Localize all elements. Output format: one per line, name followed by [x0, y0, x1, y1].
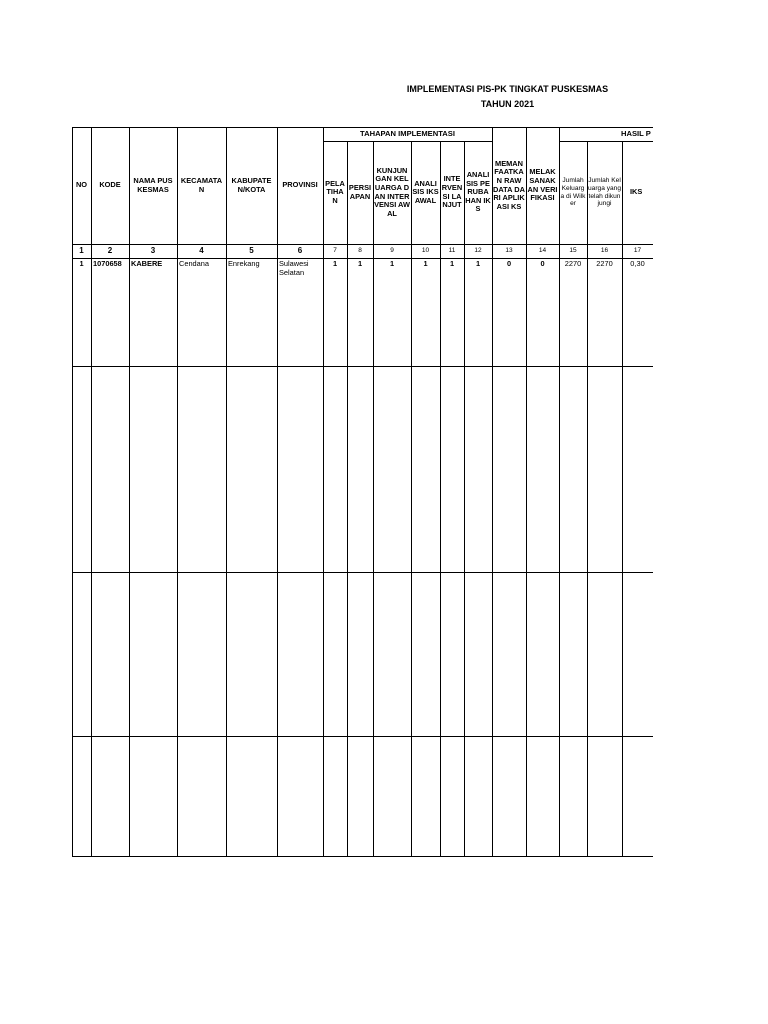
colnum-14: 14: [538, 246, 547, 254]
header-iks: IKS: [630, 187, 643, 197]
row-1-pelatihan: 1: [332, 259, 338, 268]
header-analisis-perubahan: ANALISIS PERUBAHAN IKS: [465, 170, 491, 214]
row-1-kunjungan: 1: [389, 259, 395, 268]
colnum-17: 17: [633, 246, 642, 254]
colnum-13: 13: [505, 246, 513, 254]
header-nama-puskesmas: NAMA PUSKESMAS: [133, 175, 173, 194]
document-year: TAHUN 2021: [480, 99, 535, 109]
row-1-no: 1: [79, 259, 84, 268]
header-verifikasi: MELAKSANAKAN VERIFIKASI: [527, 167, 558, 203]
row-1-analisis-awal: 1: [423, 259, 428, 268]
row-1-iks: 0,30: [630, 259, 645, 268]
header-persiapan: PERSIAPAN: [348, 182, 372, 201]
row-1-kabupaten: Enrekang: [228, 259, 260, 268]
row-1-kecamatan: Cendana: [179, 259, 209, 268]
colnum-11: 11: [448, 246, 456, 254]
group-header-tahapan: TAHAPAN IMPLEMENTASI: [360, 128, 455, 138]
header-jumlah-wilker: Jumlah Keluarga di Wilker: [560, 177, 586, 208]
colnum-4: 4: [199, 245, 204, 255]
group-header-hasil: HASIL P: [621, 128, 651, 138]
header-jumlah-dikunjungi: Jumlah Keluarga yang telah dikunjungi: [588, 177, 621, 208]
colnum-6: 6: [297, 245, 303, 255]
colnum-9: 9: [390, 246, 394, 254]
header-provinsi: PROVINSI: [282, 180, 318, 190]
header-analisis-awal: ANALISIS IKS AWAL: [412, 178, 439, 205]
colnum-5: 5: [249, 245, 254, 255]
row-1-verifikasi: 0: [540, 259, 545, 268]
header-kecamatan: KECAMATAN: [180, 175, 223, 194]
row-1-provinsi: Sulawesi Selatan: [279, 259, 309, 277]
header-raw-data: MEMANFAATKAN RAW DATA DARI APLIKASI KS: [493, 158, 525, 211]
row-1-persiapan: 1: [357, 259, 363, 268]
row-1-analisis-perubahan: 1: [475, 259, 481, 268]
colnum-12: 12: [474, 246, 482, 254]
row-1-jumlah-wilker: 2270: [564, 259, 582, 268]
row-1-intervensi: 1: [449, 259, 455, 268]
document-title: IMPLEMENTASI PIS-PK TINGKAT PUSKESMAS: [406, 84, 609, 94]
header-kabupaten-kota: KABUPATEN/KOTA: [231, 175, 272, 194]
colnum-15: 15: [569, 246, 577, 254]
colnum-16: 16: [600, 246, 609, 254]
header-kode: KODE: [99, 180, 121, 190]
row-1-jumlah-dikunjungi: 2270: [596, 259, 613, 268]
header-kunjungan: KUNJUNGAN KELUARGA DAN INTERVENSI AWAL: [374, 165, 410, 218]
row-1-raw-data: 0: [506, 259, 512, 268]
row-1-nama: KABERE: [131, 259, 163, 268]
colnum-1: 1: [79, 245, 84, 255]
header-pelatihan: PELATIHAN: [325, 178, 345, 205]
header-intervensi-lanjut: INTERVENSI LANJUT: [441, 174, 463, 210]
colnum-3: 3: [150, 245, 156, 255]
row-1-kode: 1070658: [93, 259, 122, 268]
colnum-2: 2: [107, 245, 113, 255]
colnum-7: 7: [333, 246, 337, 254]
header-no: NO: [75, 180, 88, 190]
colnum-8: 8: [358, 246, 362, 254]
colnum-10: 10: [421, 246, 430, 254]
